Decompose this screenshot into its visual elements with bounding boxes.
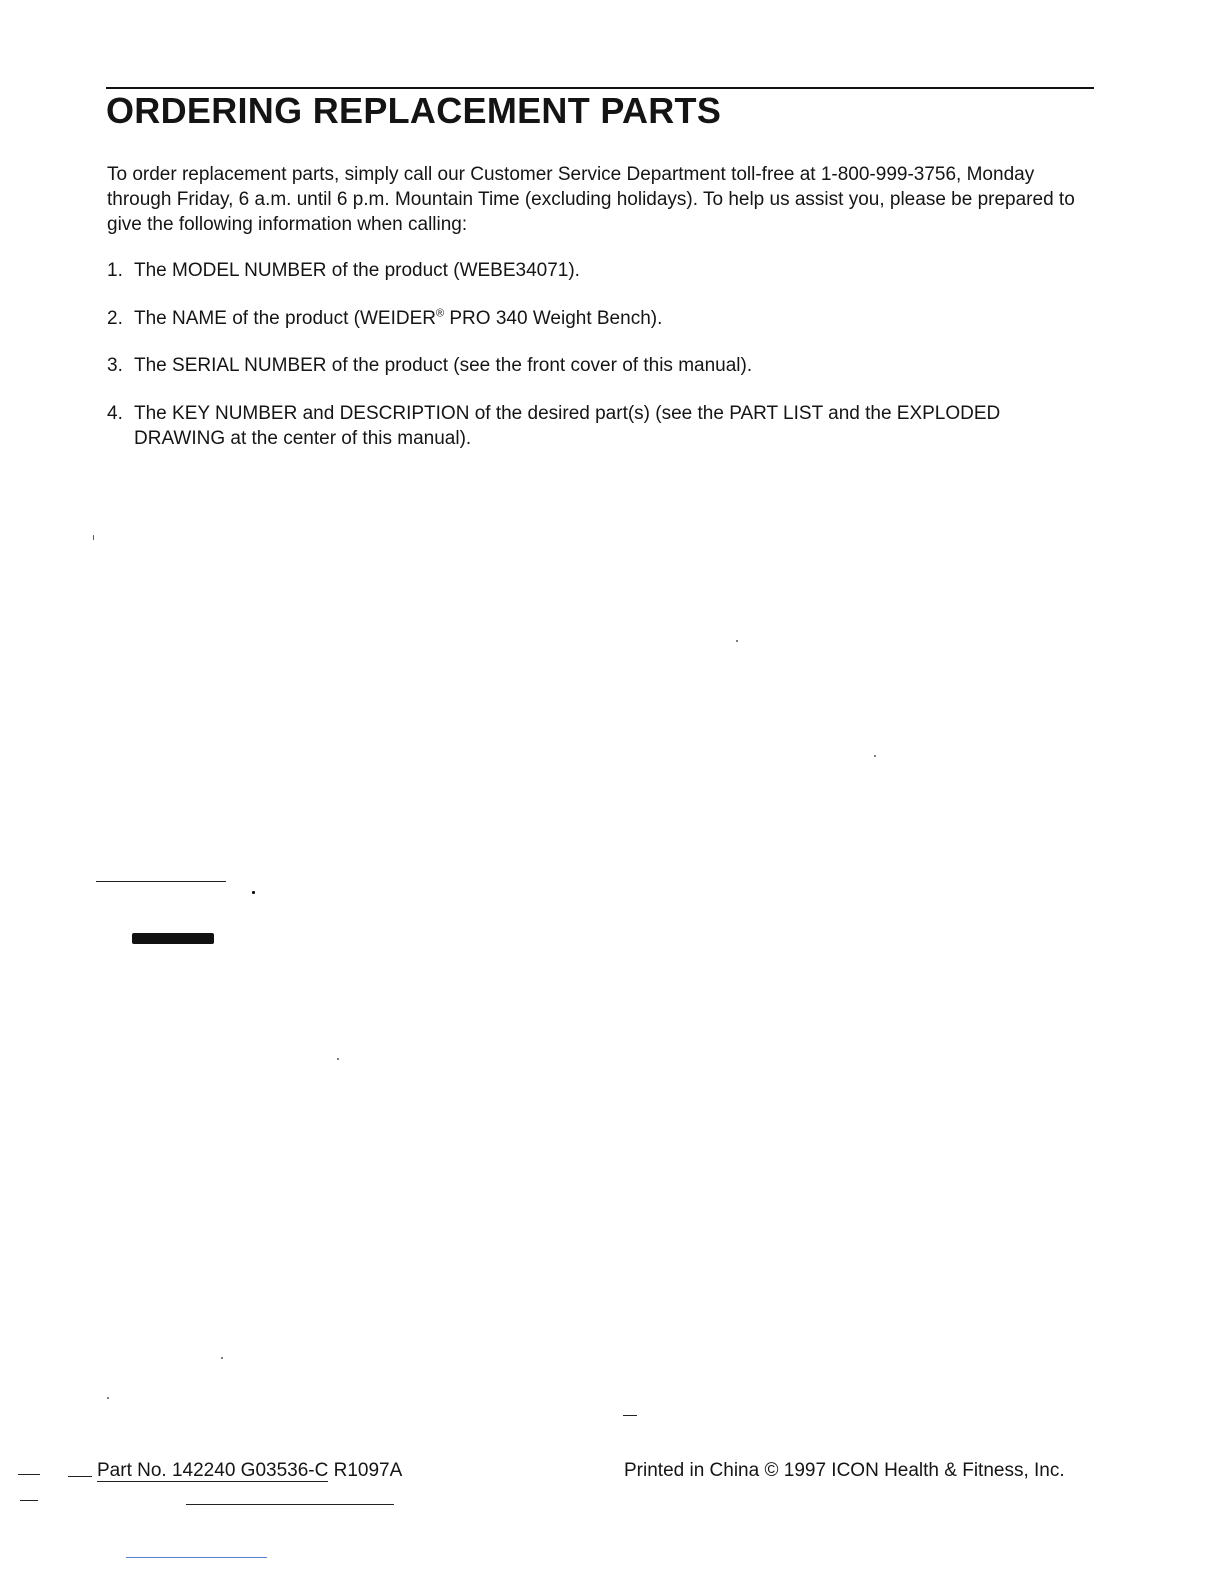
intro-paragraph: To order replacement parts, simply call our Customer Service Department toll-free at 1-800-999-3756, Monday through Friday, 6 a.m. until 6 p.m. Mountain Time (excluding holidays). To help us assist you, please be prepared to give the following information when calling: [107,164,1075,235]
printed-in-line: Printed in China © 1997 ICON Health & Fitness, Inc. [624,1460,1065,1481]
list-item-number: 1. [107,260,123,281]
scan-artifact-line [18,1474,40,1475]
list-item [107,353,1074,378]
scan-speck [221,1357,223,1359]
list-item-text: The NAME of the product (WEIDER® PRO 340 Weight Bench). [134,307,663,329]
scan-artifact-line [623,1415,637,1416]
scan-artifact-line [68,1476,92,1477]
scan-speck [874,755,876,757]
list-item-text: The KEY NUMBER and DESCRIPTION of the desired part(s) (see the PART LIST and the EXPLODED DRAWING at the center of this manual). [134,403,1001,449]
registered-mark: ® [436,307,445,320]
scan-artifact-line [126,1557,267,1558]
list-item-text: The SERIAL NUMBER of the product (see the front cover of this manual). [134,355,753,376]
scan-speck [736,640,738,642]
list-item-number: 2. [107,308,123,329]
redaction-blot [132,933,214,944]
scan-speck [252,891,255,894]
scan-speck [337,1058,339,1060]
revision-code: R1097A [328,1460,403,1481]
page-title: ORDERING REPLACEMENT PARTS [106,90,722,131]
scan-speck [107,1397,109,1399]
scan-artifact-line [20,1500,38,1501]
top-rule [106,87,1094,89]
part-label: Part No. [97,1460,172,1481]
scan-speck [93,535,94,540]
list-item [107,401,1074,451]
scan-artifact-line [96,881,226,882]
list-item-number: 4. [107,403,123,424]
list-item [107,258,1074,283]
part-number: 142240 G03536-C [171,1460,329,1481]
part-number-line [97,1460,402,1482]
list-item [107,306,1074,331]
list-item-text: The MODEL NUMBER of the product (WEBE34071). [134,260,580,281]
list-item-number: 3. [107,355,123,376]
scan-artifact-line [186,1504,394,1505]
